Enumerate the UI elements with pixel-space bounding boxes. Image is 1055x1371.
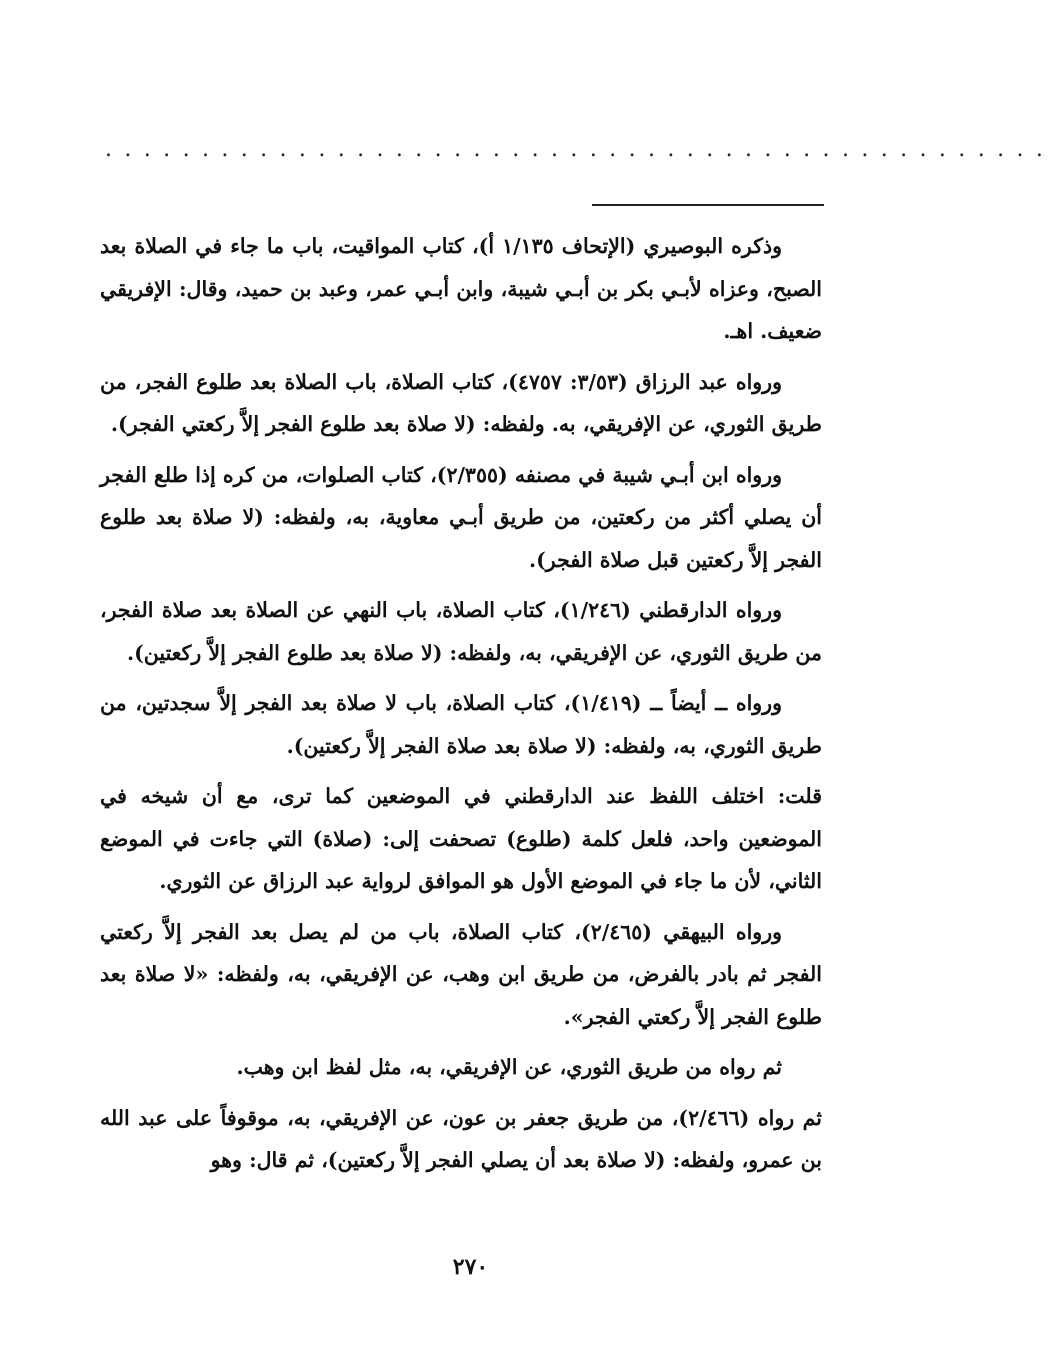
paragraph-busiri: وذكره البوصيري (الإتحاف ١/١٣٥ أ)، كتاب المواقيت، باب ما جاء في الصلاة بعد الصبح، وعزاه لأبـي بكر بن أبـي شيبة، وابن أبـي عمر، وعبد بن حميد، وقال: الإفريقي ضعيف. اهـ. (100, 234, 822, 343)
paragraph-bayhaqi: ورواه البيهقي (٢/٤٦٥)، كتاب الصلاة، باب من لم يصل بعد الفجر إلاَّ ركعتي الفجر ثم بادر بالفرض، من طريق ابن وهب، عن الإفريقي، به، ولفظه: «لا صلاة بعد طلوع الفجر إلاَّ ركعتي الفجر». (100, 919, 822, 1029)
paragraph-daraqutni: ورواه الدارقطني (١/٢٤٦)، كتاب الصلاة، باب النهي عن الصلاة بعد صلاة الفجر، من طريق الثوري، عن الإفريقي، به، ولفظه: (لا صلاة بعد طلوع الفجر إلاَّ ركعتين). (100, 598, 822, 665)
page-number: ٢٧٠ (452, 1254, 489, 1280)
footnote-rule (592, 204, 824, 206)
footnote-body (100, 225, 822, 1190)
paragraph-abdulrazzaq: ورواه عبد الرزاق (٣/٥٣: ٤٧٥٧)، كتاب الصلاة، باب الصلاة بعد طلوع الفجر، من طريق الثوري، عن الإفريقي، به. ولفظه: (لا صلاة بعد طلوع الفجر إلاَّ ركعتي الفجر). (100, 369, 822, 436)
paragraph-jafar: ثم رواه (٢/٤٦٦)، من طريق جعفر بن عون، عن الإفريقي، به، موقوفاً على عبد الله بن عمرو، ولفظه: (لا صلاة بعد أن يصلي الفجر إلاَّ ركعتين)، ثم قال: وهو (100, 1105, 822, 1172)
dotted-separator: ................................................. (105, 137, 1055, 162)
paragraph-thawri: ثم رواه من طريق الثوري، عن الإفريقي، به، مثل لفظ ابن وهب. (236, 1055, 782, 1079)
paragraph-daraqutni-also: ورواه ــ أيضاً ــ (١/٤١٩)، كتاب الصلاة، باب لا صلاة بعد الفجر إلاَّ سجدتين، من طريق الثوري، به، ولفظه: (لا صلاة بعد صلاة الفجر إلاَّ ركعتين). (100, 691, 822, 758)
paragraph-comment: قلت: اختلف اللفظ عند الدارقطني في الموضعين كما ترى، مع أن شيخه في الموضعين واحد، فلعل كلمة (طلوع) تصحفت إلى: (صلاة) التي جاءت في الموضع الثاني، لأن ما جاء في الموضع الأول هو الموافق لرواية عبد الرزاق عن الثوري. (100, 784, 822, 893)
paragraph-ibn-abi-shaybah: ورواه ابن أبـي شيبة في مصنفه (٢/٣٥٥)، كتاب الصلوات، من كره إذا طلع الفجر أن يصلي أكثر من ركعتين، من طريق أبـي معاوية، به، ولفظه: (لا صلاة بعد طلوع الفجر إلاَّ ركعتين قبل صلاة الفجر). (100, 462, 822, 572)
